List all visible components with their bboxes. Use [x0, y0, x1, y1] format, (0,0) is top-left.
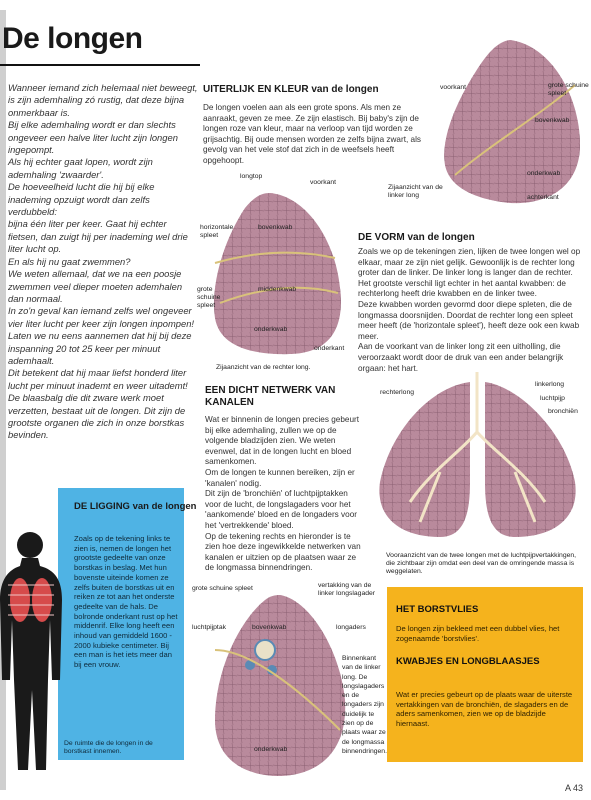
label-luchtpijp: luchtpijp: [540, 395, 565, 402]
label-grote-schuine-spleet: grote schuine spleet: [548, 82, 589, 97]
label-voorkant: voorkant: [440, 84, 467, 91]
label-horizontale-spleet: horizontale spleet: [200, 224, 234, 239]
caption-right-lung-side: Zijaanzicht van de rechter long.: [216, 364, 311, 371]
caption-both-lungs: Vooraanzicht van de twee longen met de luchtpijpvertakkingen, die zichtbaar zijn omdat een deel van de omringende massa is weggelaten.: [386, 552, 577, 575]
label-bronchien: bronchiën: [548, 408, 578, 415]
body-silhouette-illustration: [0, 530, 68, 795]
page-title: De longen: [2, 22, 143, 55]
label-middenkwab: middenkwab: [258, 286, 297, 293]
label-luchtpijptak: luchtpijptak: [192, 624, 227, 631]
netwerk-paragraph: Dit zijn de 'bronchiën' of luchtpijptakken voor de lucht, de longslagaders voor het 'aankomende' bloed en de longaders voor het 'vertrekkende' bloed.: [205, 489, 357, 530]
kwabjes-heading: KWABJES EN LONGBLAASJES: [396, 656, 540, 667]
netwerk-heading: EEN DICHT NETWERK VAN KANALEN: [205, 385, 336, 408]
label-bovenkwab-bottom: bovenkwab: [252, 624, 287, 631]
label-voorkant-right: voorkant: [310, 179, 337, 186]
label-bovenkwab-right: bovenkwab: [258, 224, 293, 231]
vorm-paragraph: Zoals we op de tekeningen zien, lijken de twee longen wel op elkaar, maar ze zijn niet gelijk. Gewoonlijk is de rechter long groter dan de linker. De linker long is langer dan de rechter.: [358, 247, 581, 278]
ligging-heading: DE LIGGING van de longen: [74, 501, 197, 512]
label-onderkant: onderkant: [314, 345, 345, 352]
intro-paragraph: bijna één liter per keer. Gaat hij echter fietsen, dan zuigt hij per inademing wel drie liter lucht op.: [8, 218, 188, 255]
label-achterkant: achterkant: [527, 194, 559, 201]
label-bovenkwab: bovenkwab: [535, 117, 570, 124]
title-rule: [0, 64, 200, 66]
ligging-caption: De ruimte die de longen in de borstkast innemen.: [64, 740, 153, 755]
label-longaders: longaders: [336, 624, 366, 631]
inner-lung-side-text: Binnenkant van de linker long. De longslagaders en de longaders zijn duidelijk te zien op de plaats waar ze de longmassa binnendringen.: [342, 655, 387, 755]
netwerk-paragraph: Om de longen te kunnen bereiken, zijn er 'kanalen' nodig.: [205, 467, 355, 488]
intro-paragraph: Dit betekent dat hij maar liefst honderd liter lucht per minuut inademt en weer uitademt!: [8, 367, 188, 391]
intro-paragraph: De hoeveelheid lucht die hij bij elke inademing opzuigt wordt dan zelfs verdubbeld:: [8, 181, 155, 218]
label-linkerlong: linkerlong: [535, 381, 565, 388]
intro-paragraph: De blaasbalg die dit zware werk moet verzetten, bestaat uit de longen. Dit zijn de grootste organen die zich in onze borstkas bevinden.: [8, 392, 186, 441]
vorm-text: [358, 247, 584, 374]
label-rechterlong: rechterlong: [380, 389, 415, 396]
label-grote-schuine-spleet-right: grote schuine spleet: [197, 286, 221, 309]
borstvlies-text: De longen zijn bekleed met een dubbel vlies, het zogenaamde 'borstvlies'.: [396, 624, 560, 643]
intro-text: [8, 82, 198, 442]
intro-paragraph: Bij elke ademhaling wordt er dan slechts ongeveer een halve liter lucht zijn longen ingepompt.: [8, 119, 178, 156]
uiterlijk-heading: UITERLIJK EN KLEUR van de longen: [203, 84, 379, 95]
label-onderkwab-bottom: onderkwab: [254, 746, 288, 753]
vorm-paragraph: Aan de voorkant van de linker long zit een uitholling, die veroorzaakt wordt door de druk van een ander belangrijk orgaan: het hart.: [358, 342, 564, 373]
intro-paragraph: Als hij echter gaat lopen, wordt zijn ademhaling 'zwaarder'.: [8, 156, 153, 180]
netwerk-paragraph: Op de tekening rechts en hieronder is te zien hoe deze ingewikkelde netwerken van kanalen er uitzien op de plaatsen waar ze de longmassa binnendringen.: [205, 531, 361, 573]
vorm-heading: DE VORM van de longen: [358, 232, 475, 243]
intro-paragraph: Wanneer iemand zich helemaal niet beweegt, is zijn ademhaling zó rustig, dat deze bijna onmerkbaar is.: [8, 82, 198, 118]
caption-left-lung-side: Zijaanzicht van de linker long: [388, 184, 443, 199]
intro-paragraph: In zo'n geval kan iemand zelfs wel ongeveer vier liter lucht per keer zijn longen inpompen!: [8, 305, 195, 329]
ligging-text: Zoals op de tekening links te zien is, nemen de longen het grootste gedeelte van onze borstkas in beslag. Met hun bovenste uiteinde komen ze zelfs buiten de borstkas uit en reiken ze tot aan het onderste gedeelte van de hals. De bolronde onderkant rust op het middenrif. Elke long heeft een inhoud van gemiddeld 1600 - 2000 kubieke centimeter. Bij een man is het iets meer dan bij een vrouw.: [74, 534, 178, 670]
borstvlies-heading: HET BORSTVLIES: [396, 604, 479, 615]
label-grote-schuine-spleet-bottom: grote schuine spleet: [192, 585, 253, 592]
netwerk-paragraph: Wat er binnenin de longen precies gebeurt bij elke ademhaling, zullen we op de volgende bladzijden zien. We weten evenwel, dat in de longen lucht en bloed samenkomen.: [205, 415, 359, 467]
intro-paragraph: En als hij nu gaat zwemmen?: [8, 255, 131, 267]
intro-paragraph: Laten we nu eens aannemen dat hij bij deze inspanning 20 tot 25 keer per minuut ademhaalt.: [8, 330, 192, 366]
kwabjes-text: Wat er precies gebeurt op de plaats waar de uiterste vertakkingen van de bronchiën, de slagaders en de aders samenkomen, zien we op de bladzijde hiernaast.: [396, 690, 573, 728]
intro-paragraph: We weten allemaal, dat we na een poosje zwemmen veel dieper moeten ademhalen dan normaal.: [8, 268, 183, 304]
vorm-paragraph: Het grootste verschil ligt echter in het aantal kwabben: de rechterlong heeft drie kwabben en de linker twee.: [358, 278, 566, 299]
label-onderkwab: onderkwab: [527, 170, 561, 177]
uiterlijk-text: De longen voelen aan als een grote spons. Als men ze aanraakt, geven ze mee. Ze zijn elastisch. Bij baby's zijn de longen roze van kleur, maar na verloop van tijd worden ze grijsachtig. Bij oude mensen worden ze zelfs bijna zwart, als gevolg van het vele stof dat zich in de weefsels heeft opgehoopt.: [203, 103, 421, 165]
netwerk-text: [205, 415, 365, 574]
page-number: A 43: [564, 783, 583, 793]
label-vertakking-longslagader: vertakking van de linker longslagader: [318, 582, 376, 597]
label-onderkwab-right: onderkwab: [254, 326, 288, 333]
vorm-paragraph: Deze kwabben worden gevormd door diepe spleten, die de longmassa doorsnijden. Doordat de rechter long een spleet meer heeft (de 'horizontale spleet'), heeft deze ook een kwab meer.: [358, 299, 580, 341]
label-longtop: longtop: [240, 173, 263, 180]
